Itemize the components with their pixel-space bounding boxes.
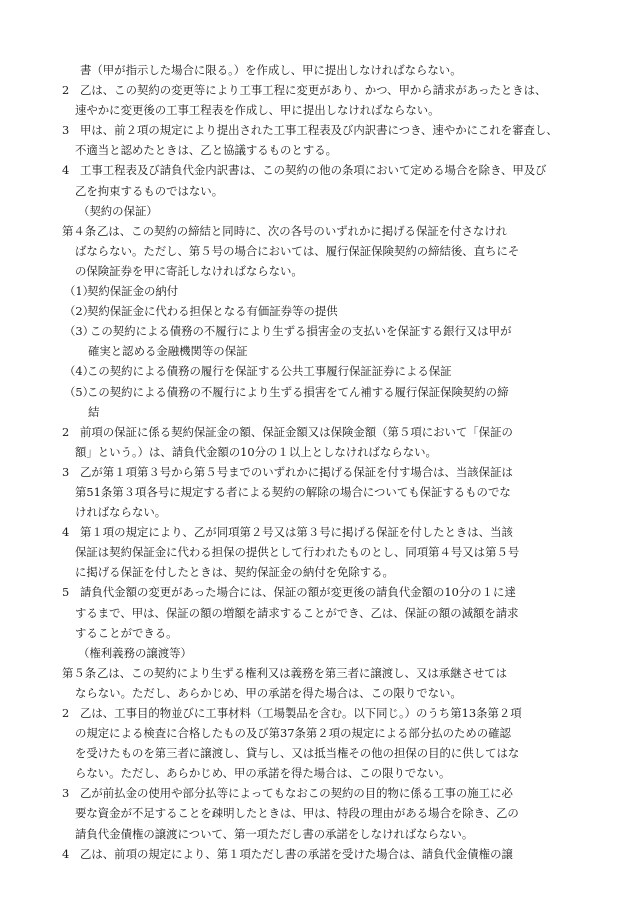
text-line (0, 703, 630, 723)
line-text: この契約による債務の不履行により生ずる損害をてん補する履行保証保険契約の締 (87, 384, 509, 399)
clause-number: 3 (62, 123, 70, 138)
line-text: 書（甲が指示した場合に限る。）を作成し、甲に提出しなければならない。 (80, 63, 462, 77)
text-line (0, 80, 630, 100)
line-text: 甲は、前２項の規定により提出された工事工程表及び内訳書につき、速やかにこれを審査し、 (80, 123, 558, 138)
line-text: 乙は、この契約の変更等により工事工程に変更があり、かつ、甲から請求があったときは、 (80, 83, 547, 98)
text-line (0, 261, 630, 281)
line-text: 結 (88, 404, 100, 419)
line-text: この契約による債務の不履行により生ずる損害金の支払いを保証する銀行又は甲が (90, 324, 512, 339)
line-text: 要な資金が不足することを疎明したときは、甲は、特段の理由がある場合を除き、乙の (75, 806, 519, 821)
text-line (0, 301, 630, 321)
line-text: 請負代金額の変更があった場合には、保証の額が変更後の請負代金額の10分の１に達 (80, 585, 516, 600)
line-text: 工事工程表及び請負代金内訳書は、この契約の他の条項において定める場合を除き、甲及び (80, 163, 547, 178)
text-line (0, 723, 630, 743)
text-line (0, 341, 630, 361)
clause-number: 第５条 (62, 665, 97, 680)
clause-number: （4） (64, 364, 95, 379)
text-line (0, 502, 630, 522)
text-line (0, 803, 630, 823)
text-line (0, 482, 630, 502)
text-line (0, 542, 630, 562)
text-line (0, 402, 630, 422)
line-text: 保証は契約保証金に代わる担保の提供として行われたものとし、同項第４号又は第５号 (75, 545, 520, 560)
line-text: 第１項の規定により、乙が同項第２号又は第３号に掲げる保証を付したときは、当該 (80, 525, 513, 540)
clause-number: 5 (62, 585, 70, 600)
line-text: 乙が第１項第３号から第５号までのいずれかに掲げる保証を付す場合は、当該保証は (80, 464, 513, 479)
line-text: の規定による検査に合格したもの及び第37条第２項の規定による部分払のための確認 (75, 726, 511, 741)
text-line (0, 241, 630, 261)
text-line (0, 603, 630, 623)
line-text: に掲げる保証を付したときは、契約保証金の納付を免除する。 (75, 565, 394, 580)
line-text: 速やかに変更後の工事工程表を作成し、甲に提出しなければならない。 (75, 103, 440, 118)
clause-number: （5） (64, 384, 95, 399)
line-text: 契約保証金に代わる担保となる有価証券等の提供 (87, 304, 338, 319)
text-line (0, 221, 630, 241)
text-line (0, 60, 630, 80)
line-text: 契約保証金の納付 (87, 284, 179, 299)
line-text: 乙は、工事目的物並びに工事材料（工場製品を含む。以下同じ。）のうち第13条第２項 (80, 706, 522, 720)
text-line (0, 140, 630, 160)
line-text: らない。ただし、あらかじめ、甲の承諾を得た場合は、この限りでない。 (75, 766, 451, 781)
text-line (0, 422, 630, 442)
clause-number: （2） (64, 304, 95, 319)
line-text: 乙は、この契約により生ずる権利又は義務を第三者に譲渡し、又は承継させては (97, 665, 508, 680)
article-heading (0, 643, 630, 663)
clause-number: （3） (64, 324, 95, 339)
line-text: の保険証券を甲に寄託しなければならない。 (75, 263, 303, 278)
line-text: 乙が前払金の使用や部分払等によってもなおこの契約の目的物に係る工事の施工に必 (80, 786, 513, 801)
text-line (0, 321, 630, 341)
text-line (0, 181, 630, 201)
text-line (0, 462, 630, 482)
text-line (0, 120, 630, 140)
line-text: 確実と認める金融機関等の保証 (88, 344, 248, 359)
text-line (0, 361, 630, 381)
text-line (0, 763, 630, 783)
clause-number: 第４条 (62, 223, 97, 238)
text-line (0, 382, 630, 402)
text-line (0, 562, 630, 582)
text-line (0, 442, 630, 462)
clause-number: 4 (62, 846, 70, 861)
text-line (0, 663, 630, 683)
text-line (0, 623, 630, 643)
line-text: 請負代金債権の譲渡について、第一項ただし書の承諾をしなければならない。 (75, 826, 474, 841)
line-text: するまで、甲は、保証の額の増額を請求することができ、乙は、保証の額の減額を請求 (75, 605, 519, 620)
clause-number: （1） (64, 284, 95, 299)
line-text: 不適当と認めたときは、乙と協議するものとする。 (75, 143, 337, 158)
document-body (0, 60, 630, 864)
clause-number: 3 (62, 464, 70, 479)
line-text: を受けたものを第三者に譲渡し、貸与し、又は抵当権その他の担保の目的に供してはな (75, 746, 520, 761)
line-text: 乙は、前項の規定により、第１項ただし書の承諾を受けた場合は、請負代金債権の譲 (80, 846, 513, 861)
clause-number: 3 (62, 786, 70, 801)
text-line (0, 683, 630, 703)
text-line (0, 844, 630, 864)
line-text: 前項の保証に係る契約保証金の額、保証金額又は保険金額（第５項において「保証の (80, 424, 513, 439)
clause-number: 4 (62, 163, 70, 178)
text-line (0, 582, 630, 602)
clause-number: 2 (62, 424, 70, 439)
heading-text: （契約の保証） (78, 203, 158, 218)
clause-number: 2 (62, 706, 70, 720)
line-text: することができる。 (75, 625, 178, 640)
text-line (0, 824, 630, 844)
article-heading (0, 201, 630, 221)
clause-number: 2 (62, 83, 70, 98)
line-text: ければならない。 (75, 505, 167, 520)
line-text: この契約による債務の履行を保証する公共工事履行保証証券による保証 (87, 364, 452, 379)
clause-number: 4 (62, 525, 70, 540)
text-line (0, 743, 630, 763)
line-text: 乙を拘束するものではない。 (75, 183, 224, 198)
text-line (0, 100, 630, 120)
line-text: ならない。ただし、あらかじめ、甲の承諾を得た場合は、この限りでない。 (75, 685, 462, 700)
line-text: 乙は、この契約の締結と同時に、次の各号のいずれかに掲げる保証を付さなけれ (97, 223, 508, 238)
text-line (0, 783, 630, 803)
text-line (0, 160, 630, 180)
text-line (0, 281, 630, 301)
line-text: ばならない。ただし、第５号の場合においては、履行保証保険契約の締結後、直ちにそ (75, 243, 520, 258)
heading-text: （権利義務の譲渡等） (78, 645, 192, 660)
line-text: 額」という。）は、請負代金額の10分の１以上としなければならない。 (75, 444, 437, 459)
line-text: 第51条第３項各号に規定する者による契約の解除の場合についても保証するものでな (75, 484, 511, 499)
text-line (0, 522, 630, 542)
